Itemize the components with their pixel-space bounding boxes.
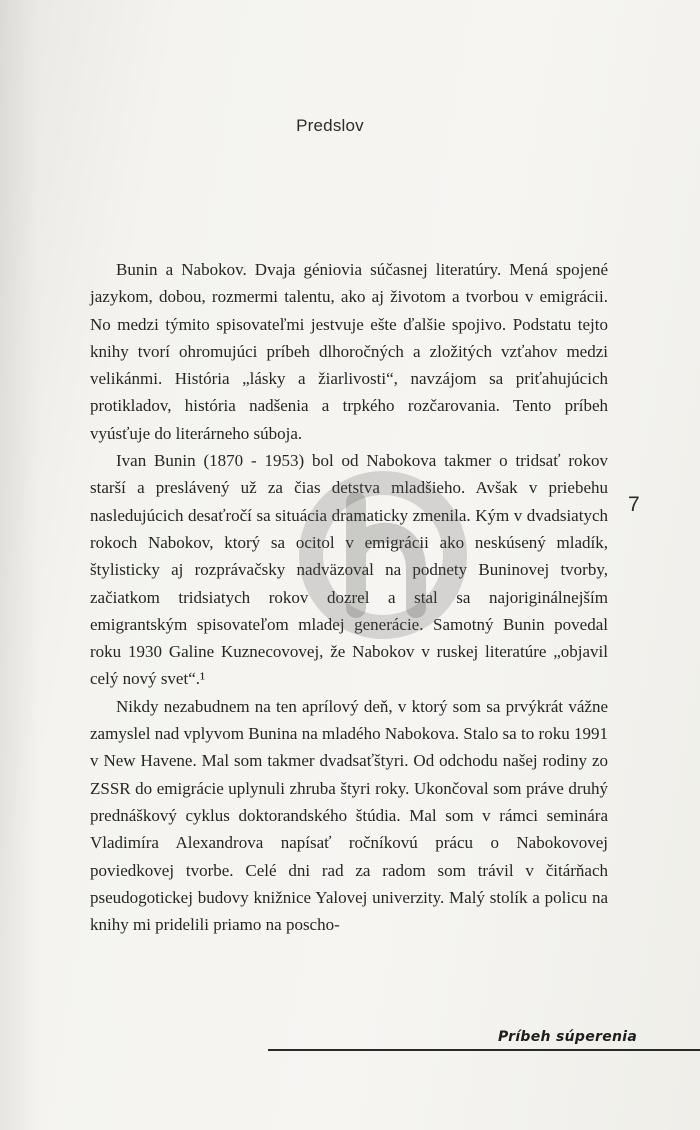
paragraph-2: Ivan Bunin (1870 - 1953) bol od Nabokova takmer o tridsať rokov starší a preslávený už za čias detstva mladšieho. Avšak v priebehu nasledujúcich desaťročí sa situácia dramaticky zmenila. Kým v dvadsiatych rokoch Nabokov, ktorý sa ocitol v emigrácii ako neskúsený mladík, štylisticky aj rozprávačsky nadväzoval na podnety Buninovej tvorby, začiatkom tridsiatych rokov dozrel a stal sa najoriginálnejším emigrantským spisovateľom mladej generácie. Samotný Bunin povedal roku 1930 Galine Kuznecovovej, že Nabokov v ruskej literatúre „objavil celý nový svet“.¹ [90, 451, 608, 689]
chapter-title: Predslov [296, 116, 364, 135]
body-text [90, 256, 608, 938]
paragraph-1: Bunin a Nabokov. Dvaja géniovia súčasnej literatúry. Mená spojené jazykom, dobou, rozmermi talentu, ako aj životom a tvorbou v emigrácii. No medzi týmito spisovateľmi jestvuje ešte ďalšie spojivo. Podstatu tejto knihy tvorí ohromujúci príbeh dlhoročných a zložitých vzťahov medzi velikánmi. História „lásky a žiarlivosti“, navzájom sa priťahujúcich protikladov, história nadšenia a trpkého rozčarovania. Tento príbeh vyúsťuje do literárneho súboja. [90, 260, 608, 443]
footer-rule [268, 1049, 700, 1051]
paragraph-3: Nikdy nezabudnem na ten aprílový deň, v ktorý som sa prvýkrát vážne zamyslel nad vplyvom Bunina na mladého Nabokova. Stalo sa to roku 1991 v New Havene. Mal som takmer dvadsaťštyri. Od odchodu našej rodiny zo ZSSR do emigrácie uplynuli zhruba štyri roky. Ukončoval som práve druhý prednáškový cyklus doktorandského štúdia. Mal som v rámci seminára Vladimíra Alexandrova napísať ročníkovú prácu o Nabokovovej poviedkovej tvorbe. Celé dni rad za radom som trávil v čitárňach pseudogotickej budovy knižnice Yalovej univerzity. Malý stolík a policu na knihy mi pridelili priamo na poscho- [90, 696, 608, 935]
running-footer-title: Príbeh súperenia [498, 1029, 638, 1045]
page-gutter-shadow [0, 0, 40, 1130]
page-number: 7 [628, 493, 640, 516]
